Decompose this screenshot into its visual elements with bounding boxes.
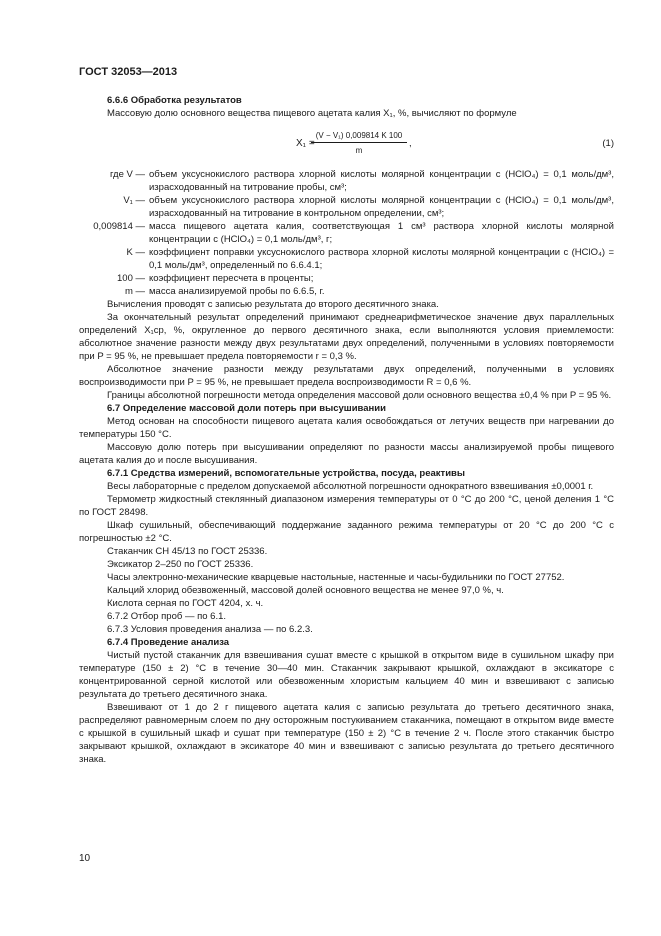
paragraph: Весы лабораторные с пределом допускаемой абсолютной погрешности однократного взвешивания ±0,0001 г. (107, 481, 594, 492)
formula-denominator: m (355, 146, 363, 155)
section-heading-6-7: 6.7 Определение массовой доли потерь при высушивании (107, 403, 386, 414)
section-6-7-2: 6.7.2 Отбор проб — по 6.1. (107, 611, 227, 622)
paragraph: Термометр жидкостный стеклянный диапазоном измерения температуры от 0 °С до 200 °С, ценой деления 1 °С по ГОСТ 28498. (79, 494, 614, 518)
definition-row (79, 272, 614, 285)
paragraph: Часы электронно-механические кварцевые настольные, настенные и часы-будильники по ГОСТ 27752. (107, 572, 565, 583)
definition-symbol: где V — (110, 169, 145, 180)
definition-symbol: 0,009814 — (93, 221, 145, 232)
paragraph: Кислота серная по ГОСТ 4204, х. ч. (107, 598, 264, 609)
paragraph: Эксикатор 2–250 по ГОСТ 25336. (107, 559, 254, 570)
paragraph: За окончательный результат определений принимают среднеарифметическое значение двух параллельных определений X₁ср, %, округленное до первого десятичного знака, если выполняются условия приемлемости: абсолютное значение разности между двух результатами двух определений, полученными в условиях повторяемости при P = 95 %, не превышает предела повторяемости r = 0,3 %. (79, 312, 614, 362)
page-number: 10 (79, 853, 91, 864)
definition-symbol: V₁ — (123, 195, 145, 206)
document-code: ГОСТ 32053—2013 (79, 66, 178, 78)
section-6-7-3: 6.7.3 Условия проведения анализа — по 6.2.3. (107, 624, 313, 635)
definition-text: коэффициент пересчета в проценты; (149, 273, 314, 284)
page-body (79, 94, 614, 766)
paragraph: Кальций хлорид обезвоженный, массовой долей основного вещества не менее 97,0 %, ч. (107, 585, 504, 596)
definition-symbol: m — (124, 286, 145, 297)
paragraph: Границы абсолютной погрешности метода определения массовой доли основного вещества ±0,4 % при P = 95 %. (107, 390, 612, 401)
section-heading-6-6-6: 6.6.6 Обработка результатов (107, 95, 242, 106)
paragraph: Вычисления проводят с записью результата до второго десятичного знака. (107, 299, 439, 310)
paragraph: Метод основан на способности пищевого ацетата калия освобождаться от летучих веществ при нагревании до температуры 150 °С. (79, 416, 614, 440)
paragraph: Взвешивают от 1 до 2 г пищевого ацетата калия с записью результата до третьего десятичного знака, распределяют равномерным слоем по дну осторожным постукиванием стаканчика, помещают в открытом виде вместе с крышкой в сушильный шкаф и сушат при температуре (150 ± 2) °С в течение 2 ч. После этого стаканчик быстро закрывают крышкой, охлаждают в эксикаторе 40 мин и взвешивают с записью результата до третьего десятичного знака. (79, 702, 614, 765)
paragraph: Стаканчик СН 45/13 по ГОСТ 25336. (107, 546, 268, 557)
definition-row (79, 246, 614, 272)
definition-text: масса анализируемой пробы по 6.6.5, г. (149, 286, 325, 297)
section-heading-6-7-1: 6.7.1 Средства измерений, вспомогательные устройства, посуда, реактивы (107, 468, 465, 479)
definition-text: объем уксуснокислого раствора хлорной кислоты молярной концентрации c (HClO₄) = 0,1 моль/дм³, израсходованный на титрование в контрольном определении, см³; (149, 195, 614, 219)
formula-intro: Массовую долю основного вещества пищевого ацетата калия X₁, %, вычисляют по формуле (107, 108, 517, 119)
definition-symbol: 100 — (117, 273, 145, 284)
section-heading-6-7-4: 6.7.4 Проведение анализа (107, 637, 230, 648)
definition-text: объем уксуснокислого раствора хлорной кислоты молярной концентрации c (HClO₄) = 0,1 моль/дм³, израсходованный на титрование пробы, см³; (149, 169, 614, 193)
paragraph: Абсолютное значение разности между результатами двух определений, полученными в условиях воспроизводимости при P = 95 %, не превышает предела воспроизводимости R = 0,6 %. (79, 364, 614, 388)
formula-1 (79, 130, 614, 160)
definition-text: масса пищевого ацетата калия, соответствующая 1 см³ раствора хлорной кислоты молярной концентрации c (HClO₄) = 0,1 моль/дм³, г; (149, 221, 614, 245)
definition-row (79, 220, 614, 246)
definition-text: коэффициент поправки уксуснокислого раствора хлорной кислоты молярной концентрации c (HClO₄) = 0,1 моль/дм³, определенный по 6.6.4.1; (149, 247, 614, 271)
formula-lhs: X₁ = (296, 138, 315, 149)
paragraph: Чистый пустой стаканчик для взвешивания сушат вместе с крышкой в открытом виде в сушильном шкафу при температуре (150 ± 2) °С в течение 30—40 мин. Стаканчик закрывают крышкой, охлаждают в эксикаторе с концентрированной серной кислотой или обезвоженным хлористым кальцием 40 мин и взвешивают с записью результата до третьего десятичного знака. (79, 650, 614, 700)
definition-row (79, 194, 614, 220)
formula-number: (1) (602, 138, 614, 149)
definition-row (79, 168, 614, 194)
paragraph: Шкаф сушильный, обеспечивающий поддержание заданного режима температуры от 20 °С до 200 °С с погрешностью ±2 °С. (79, 520, 614, 544)
formula-fraction (311, 130, 407, 156)
formula-comma: , (409, 138, 412, 149)
paragraph: Массовую долю потерь при высушивании определяют по разности массы анализируемой пробы пищевого ацетата калия до и после высушивания. (79, 442, 614, 466)
formula-numerator: (V − V₁) 0,009814 K 100 (311, 130, 407, 143)
definition-symbol: K — (126, 247, 145, 258)
definition-row (79, 285, 614, 298)
